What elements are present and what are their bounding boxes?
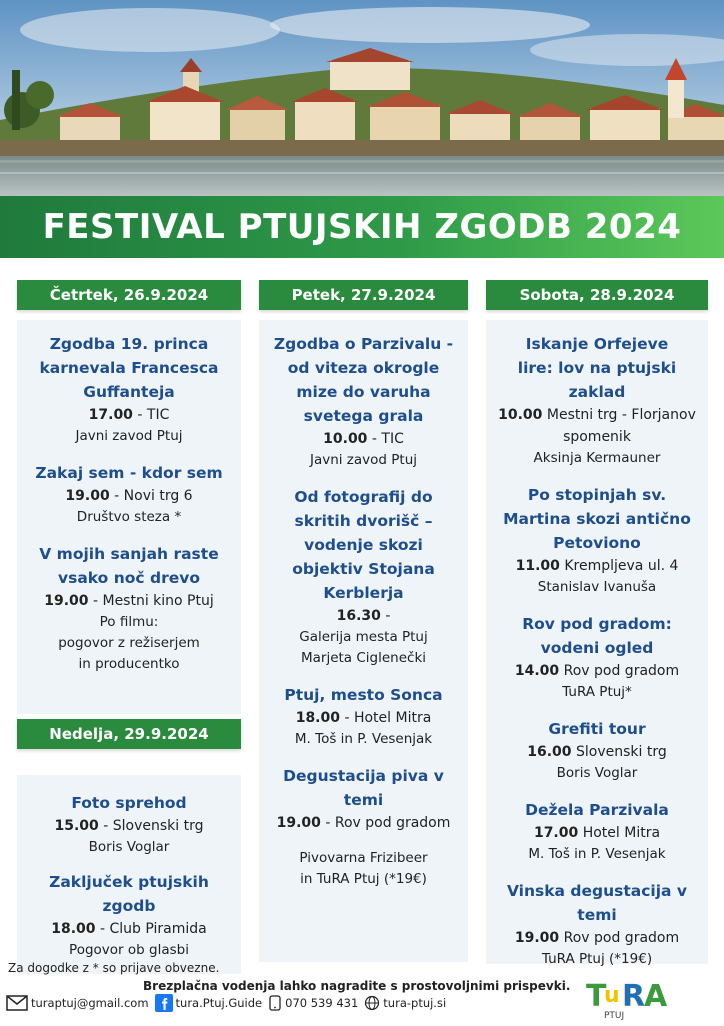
event-item [259,485,468,669]
event-host: Stanislav Ivanuša [537,579,657,595]
day-header: Sobota, 28.9.2024 [486,280,708,310]
event-title: Od fotografij do skritih dvorišč – vodenje skozi objektiv Stojana Kerblerja [292,488,435,602]
event-item [259,683,468,750]
events-panel [486,320,708,967]
phone-number: 070 539 431 [285,996,359,1010]
event-place: Hotel Mitra [578,825,661,841]
event-time: 19.00 [514,930,560,946]
event-item [486,483,708,598]
event-time: 17.00 [533,825,579,841]
event-item [17,461,241,528]
event-item [486,717,708,784]
day-column-friday [259,280,468,962]
event-place: - [380,608,391,624]
event-title: Iskanje Orfejeve lire: lov na ptujski zaklad [517,335,677,401]
event-title: Zakaj sem - kdor sem [35,464,223,482]
facebook-icon [155,994,173,1012]
event-note: pogovor z režiserjem in producentko [58,635,200,672]
event-host: Boris Voglar [556,765,638,781]
event-time: 11.00 [515,558,560,574]
event-item [486,879,708,970]
event-place: Rov pod gradom [559,930,680,946]
contact-phone[interactable] [268,995,358,1011]
event-host: Društvo steza * [76,509,182,525]
event-host: Aksinja Kermauner [533,450,661,466]
event-item [17,791,241,858]
event-host: M. Toš in P. Vesenjak [294,731,433,747]
svg-text:u: u [604,983,620,1008]
event-item [17,332,241,447]
website-url: tura-ptuj.si [383,996,447,1010]
event-item [259,332,468,471]
event-place: Rov pod gradom [559,663,680,679]
event-time: 19.00 [44,593,89,609]
event-time: 18.00 [295,710,340,726]
event-title: Foto sprehod [71,794,187,812]
events-panel [259,320,468,962]
event-time: 17.00 [88,407,133,423]
event-time: 18.00 [51,921,96,937]
event-place: - Hotel Mitra [340,710,432,726]
event-note: Po filmu: [99,614,159,630]
event-title: Rov pod gradom: vodeni ogled [522,615,672,657]
event-time: 19.00 [65,488,110,504]
event-host: Pivovarna Frizibeer [299,850,428,866]
event-title: Dežela Parzivala [525,801,669,819]
event-title: V mojih sanjah raste vsako noč drevo [39,545,219,587]
event-title: Ptuj, mesto Sonca [284,686,443,704]
event-place: - Slovenski trg [98,818,204,834]
event-time: 15.00 [54,818,99,834]
event-host: TuRA Ptuj* [562,684,632,700]
event-title: Zgodba o Parzivalu - od viteza okrogle mize do varuha svetega grala [273,335,454,425]
event-place: - TIC [132,407,170,423]
contact-website[interactable] [364,995,446,1011]
day-column-sunday [17,719,241,974]
phone-icon [268,995,282,1011]
event-time: 14.00 [514,663,560,679]
page-title: FESTIVAL PTUJSKIH ZGODB 2024 [42,207,682,247]
day-header: Četrtek, 26.9.2024 [17,280,241,310]
event-host: TuRA Ptuj (*19€) [541,951,653,967]
event-time: 16.00 [527,744,572,760]
envelope-icon [6,995,28,1011]
event-title: Po stopinjah sv. Martina skozi antično Petoviono [503,486,691,552]
contact-bar [6,994,452,1012]
event-title: Zaključek ptujskih zgodb [49,873,209,915]
event-place: - Novi trg 6 [109,488,193,504]
hero-photo-ptuj [0,0,724,196]
event-item [17,542,241,675]
event-place: Slovenski trg [571,744,667,760]
contact-facebook[interactable] [155,994,263,1012]
event-place: Krempljeva ul. 4 [559,558,679,574]
event-place: Mestni trg - Florjanov spomenik [542,407,696,445]
day-header: Petek, 27.9.2024 [259,280,468,310]
event-host: Boris Voglar [88,839,170,855]
event-item [259,764,468,890]
event-place: - Mestni kino Ptuj [88,593,214,609]
svg-text:A: A [644,979,668,1014]
event-venue: Galerija mesta Ptuj [299,629,428,645]
event-time: 10.00 [498,407,543,423]
event-item [486,332,708,469]
day-column-thursday [17,280,241,714]
day-header: Nedelja, 29.9.2024 [17,719,241,749]
event-time: 19.00 [276,815,321,831]
svg-text:R: R [622,979,646,1014]
event-title: Zgodba 19. princa karnevala Francesca Guffanteja [39,335,219,401]
event-time: 16.30 [336,608,381,624]
event-spacer [265,834,462,848]
event-place: - Rov pod gradom [320,815,451,831]
globe-icon [364,995,380,1011]
facebook-handle: tura.Ptuj.Guide [175,996,263,1010]
event-place: - Club Piramida [95,921,207,937]
day-column-saturday [486,280,708,967]
event-time: 10.00 [323,431,368,447]
email-address: turaptuj@gmail.com [31,996,149,1010]
event-item [486,612,708,703]
event-host: M. Toš in P. Vesenjak [528,846,666,862]
svg-text:PTUJ: PTUJ [604,1011,625,1021]
event-host: Javni zavod Ptuj [309,452,418,468]
event-title: Vinska degustacija v temi [506,882,688,924]
event-note: Pogovor ob glasbi [69,942,189,958]
registration-note: Za dogodke z * so prijave obvezne. [8,961,220,975]
event-title: Grefiti tour [548,720,646,738]
event-item [17,870,241,961]
tura-logo [584,972,674,1022]
event-host: Marjeta Ciglenečki [300,650,427,666]
title-banner [0,196,724,258]
event-host: Javni zavod Ptuj [75,428,183,444]
contact-email[interactable] [6,995,149,1011]
events-panel [17,775,241,974]
events-panel [17,320,241,714]
event-item [486,798,708,865]
donation-note: Brezplačna vodenja lahko nagradite s prostovoljnimi prispevki. [143,979,571,993]
event-place: - TIC [367,431,404,447]
event-title: Degustacija piva v temi [283,767,444,809]
event-host: in TuRA Ptuj (*19€) [300,871,427,887]
svg-text:T: T [586,979,607,1014]
